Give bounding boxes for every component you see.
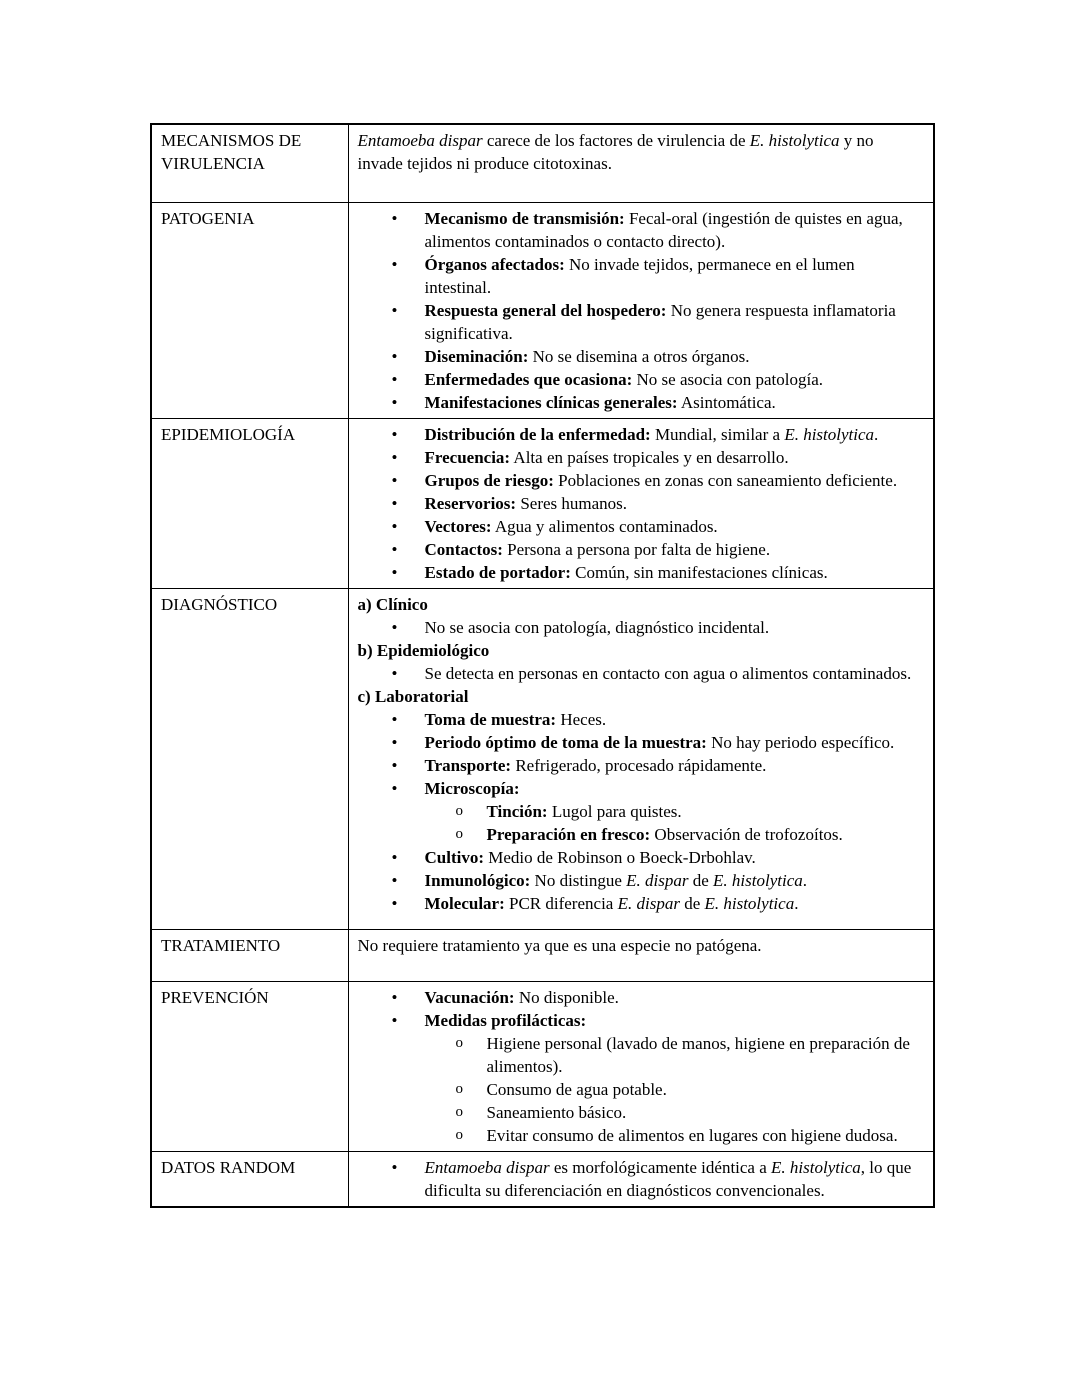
bullet-item [358, 446, 922, 469]
bullet-icon: • [391, 209, 398, 228]
text-segment: E. histolytica [771, 1158, 861, 1177]
bullet-text [425, 1009, 587, 1032]
bullet-item [358, 846, 922, 869]
text-segment: Manifestaciones clínicas generales: [424, 393, 678, 412]
text-segment: E. histolytica [749, 131, 840, 150]
bullet-text [425, 538, 771, 561]
bullet-text [425, 892, 799, 915]
paragraph [358, 593, 922, 616]
bullet-icon: • [391, 756, 398, 775]
bullet-item [358, 777, 922, 800]
text-segment: Se detecta en personas en contacto con agua o alimentos contaminados. [424, 664, 912, 683]
bullet-icon: • [391, 733, 398, 752]
bullet-text [425, 754, 767, 777]
text-segment: Toma de muestra: [424, 710, 557, 729]
bullet-item [358, 754, 922, 777]
table-row [151, 982, 934, 1152]
table-row [151, 930, 934, 982]
paragraph [358, 639, 922, 662]
table-body [151, 124, 934, 1207]
bullet-text [487, 823, 843, 846]
sub-bullet-item [358, 1124, 922, 1147]
bullet-text [425, 1156, 922, 1202]
sub-bullet-icon: o [455, 1035, 463, 1051]
sub-bullet-icon: o [455, 1081, 463, 1097]
bullet-item [358, 616, 922, 639]
bullet-item [358, 561, 922, 584]
bullet-icon: • [391, 448, 398, 467]
text-segment: No se disemina a otros órganos. [528, 347, 750, 366]
text-segment: Asintomática. [677, 393, 776, 412]
text-segment: es morfológicamente idéntica a [549, 1158, 772, 1177]
text-segment: Periodo óptimo de toma de la muestra: [424, 733, 707, 752]
bullet-icon: • [391, 425, 398, 444]
text-segment: b) Epidemiológico [357, 641, 490, 660]
text-segment: Inmunológico: [424, 871, 531, 890]
text-segment: No se asocia con patología, diagnóstico incidental. [424, 618, 770, 637]
text-segment: Entamoeba dispar [357, 131, 483, 150]
bullet-text [425, 469, 898, 492]
sub-bullet-item [358, 1078, 922, 1101]
bullet-icon: • [391, 517, 398, 536]
row-content-cell [348, 1152, 934, 1208]
row-content-cell [348, 930, 934, 982]
text-segment: E. dispar [617, 894, 680, 913]
bullet-text [487, 1101, 627, 1124]
text-segment: Vacunación: [424, 988, 515, 1007]
bullet-icon: • [391, 540, 398, 559]
text-segment: Cultivo: [424, 848, 484, 867]
bullet-item [358, 515, 922, 538]
paragraph [358, 685, 922, 708]
text-segment: y no invade tejidos ni produce citotoxinas. [357, 131, 874, 173]
sub-bullet-icon: o [455, 1104, 463, 1120]
bullet-icon: • [391, 255, 398, 274]
text-segment: Seres humanos. [516, 494, 628, 513]
bullet-text [425, 253, 922, 299]
text-segment: Entamoeba dispar [424, 1158, 550, 1177]
row-header-cell: PREVENCIÓN [151, 982, 348, 1152]
row-header-cell: DIAGNÓSTICO [151, 589, 348, 930]
row-content-cell [348, 589, 934, 930]
bullet-icon: • [391, 563, 398, 582]
bullet-icon: • [391, 1011, 398, 1030]
bullet-text [425, 986, 619, 1009]
bullet-text [425, 662, 912, 685]
bullet-item [358, 731, 922, 754]
bullet-text [487, 1032, 922, 1078]
table-row [151, 1152, 934, 1208]
text-segment: Transporte: [424, 756, 512, 775]
bullet-icon: • [391, 494, 398, 513]
bullet-text [425, 515, 718, 538]
text-segment: Poblaciones en zonas con saneamiento deficiente. [553, 471, 898, 490]
row-content-cell [348, 982, 934, 1152]
text-segment: No invade tejidos, permanece en el lumen intestinal. [424, 255, 855, 297]
bullet-text [487, 1078, 667, 1101]
sub-bullet-item [358, 1101, 922, 1124]
bullet-icon: • [391, 393, 398, 412]
text-segment: Molecular: [424, 894, 505, 913]
table-row [151, 589, 934, 930]
bullet-text [425, 492, 628, 515]
text-segment: Refrigerado, procesado rápidamente. [511, 756, 767, 775]
text-segment: Lugol para quistes. [547, 802, 682, 821]
text-segment: No se asocia con patología. [632, 370, 823, 389]
bullet-item [358, 1156, 922, 1202]
bullet-item [358, 423, 922, 446]
text-segment: PCR diferencia [504, 894, 618, 913]
text-segment: Higiene personal (lavado de manos, higiene en preparación de alimentos). [486, 1034, 910, 1076]
table-row [151, 203, 934, 419]
bullet-icon: • [391, 370, 398, 389]
text-segment: de [688, 871, 714, 890]
row-header-cell: DATOS RANDOM [151, 1152, 348, 1208]
bullet-item [358, 492, 922, 515]
text-segment: . [794, 894, 799, 913]
text-segment: Medidas profilácticas: [424, 1011, 587, 1030]
bullet-icon: • [391, 988, 398, 1007]
bullet-icon: • [391, 347, 398, 366]
text-segment: Heces. [556, 710, 607, 729]
bullet-item [358, 469, 922, 492]
text-segment: No distingue [530, 871, 627, 890]
bullet-item [358, 299, 922, 345]
row-header-cell: MECANISMOS DE VIRULENCIA [151, 124, 348, 203]
bullet-item [358, 345, 922, 368]
bullet-icon: • [391, 871, 398, 890]
row-header-cell: PATOGENIA [151, 203, 348, 419]
paragraph [358, 129, 922, 175]
sub-bullet-item [358, 1032, 922, 1078]
text-segment: No hay periodo específico. [706, 733, 895, 752]
text-segment: Contactos: [424, 540, 503, 559]
bullet-item [358, 986, 922, 1009]
bullet-text [425, 777, 520, 800]
bullet-item [358, 708, 922, 731]
bullet-text [425, 708, 607, 731]
text-segment: carece de los factores de virulencia de [482, 131, 750, 150]
text-segment: Órganos afectados: [424, 255, 565, 274]
bullet-text [487, 1124, 898, 1147]
text-segment: a) Clínico [357, 595, 428, 614]
text-segment: Persona a persona por falta de higiene. [502, 540, 771, 559]
text-segment: Estado de portador: [424, 563, 571, 582]
bullet-icon: • [391, 1158, 398, 1177]
sub-bullet-icon: o [455, 826, 463, 842]
bullet-icon: • [391, 618, 398, 637]
bullet-text [425, 368, 824, 391]
bullet-text [425, 207, 922, 253]
text-segment: Enfermedades que ocasiona: [424, 370, 633, 389]
bullet-icon: • [391, 894, 398, 913]
bullet-text [425, 846, 756, 869]
text-segment: E. histolytica [704, 894, 795, 913]
text-segment: . [874, 425, 879, 444]
row-content-cell [348, 419, 934, 589]
sub-bullet-icon: o [455, 1127, 463, 1143]
text-segment: Microscopía: [424, 779, 520, 798]
text-segment: Fecal-oral (ingestión de quistes en agua, alimentos contaminados o contacto directo). [424, 209, 903, 251]
text-segment: Común, sin manifestaciones clínicas. [570, 563, 828, 582]
bullet-icon: • [391, 301, 398, 320]
bullet-icon: • [391, 710, 398, 729]
text-segment: Mecanismo de transmisión: [424, 209, 625, 228]
text-segment: Medio de Robinson o Boeck-Drbohlav. [484, 848, 756, 867]
row-header-cell: TRATAMIENTO [151, 930, 348, 982]
text-segment: Frecuencia: [424, 448, 511, 467]
text-segment: Preparación en fresco: [486, 825, 651, 844]
bullet-item [358, 892, 922, 915]
text-segment: Saneamiento básico. [486, 1103, 627, 1122]
bullet-item [358, 662, 922, 685]
text-segment: No genera respuesta inflamatoria significativa. [424, 301, 896, 343]
text-segment: c) Laboratorial [357, 687, 469, 706]
bullet-item [358, 1009, 922, 1032]
text-segment: Distribución de la enfermedad: [424, 425, 651, 444]
text-segment: Evitar consumo de alimentos en lugares con higiene dudosa. [486, 1126, 898, 1145]
text-segment: No requiere tratamiento ya que es una especie no patógena. [357, 936, 762, 955]
bullet-icon: • [391, 471, 398, 490]
bullet-text [425, 345, 750, 368]
paragraph [358, 934, 922, 957]
bullet-text [425, 869, 808, 892]
text-segment: E. dispar [626, 871, 689, 890]
sub-bullet-icon: o [455, 803, 463, 819]
bullet-icon: • [391, 779, 398, 798]
bullet-item [358, 207, 922, 253]
bullet-text [425, 391, 776, 414]
bullet-text [425, 446, 789, 469]
text-segment: No disponible. [514, 988, 619, 1007]
text-segment: Respuesta general del hospedero: [424, 301, 667, 320]
text-segment: Tinción: [486, 802, 548, 821]
text-segment: E. histolytica [784, 425, 875, 444]
text-segment: Observación de trofozoítos. [650, 825, 843, 844]
text-segment: Consumo de agua potable. [486, 1080, 667, 1099]
bullet-icon: • [391, 848, 398, 867]
text-segment: Alta en países tropicales y en desarrollo. [510, 448, 789, 467]
text-segment: E. histolytica [713, 871, 803, 890]
document-page [150, 123, 935, 1208]
parasite-info-table [150, 123, 935, 1208]
text-segment: Grupos de riesgo: [424, 471, 554, 490]
text-segment: , lo que dificulta su diferenciación en diagnósticos convencionales. [424, 1158, 912, 1200]
text-segment: Reservorios: [424, 494, 517, 513]
bullet-text [425, 616, 770, 639]
text-segment: de [679, 894, 705, 913]
bullet-text [425, 561, 828, 584]
bullet-item [358, 538, 922, 561]
bullet-text [425, 731, 895, 754]
text-segment: Mundial, similar a [650, 425, 785, 444]
row-header-cell: EPIDEMIOLOGÍA [151, 419, 348, 589]
table-row [151, 419, 934, 589]
row-content-cell [348, 203, 934, 419]
sub-bullet-item [358, 800, 922, 823]
row-content-cell [348, 124, 934, 203]
bullet-icon: • [391, 664, 398, 683]
text-segment: Diseminación: [424, 347, 529, 366]
text-segment: Agua y alimentos contaminados. [491, 517, 718, 536]
text-segment: . [802, 871, 808, 890]
bullet-item [358, 869, 922, 892]
bullet-text [487, 800, 682, 823]
sub-bullet-item [358, 823, 922, 846]
bullet-item [358, 368, 922, 391]
bullet-item [358, 253, 922, 299]
bullet-item [358, 391, 922, 414]
bullet-text [425, 423, 879, 446]
text-segment: Vectores: [424, 517, 492, 536]
table-row [151, 124, 934, 203]
bullet-text [425, 299, 922, 345]
